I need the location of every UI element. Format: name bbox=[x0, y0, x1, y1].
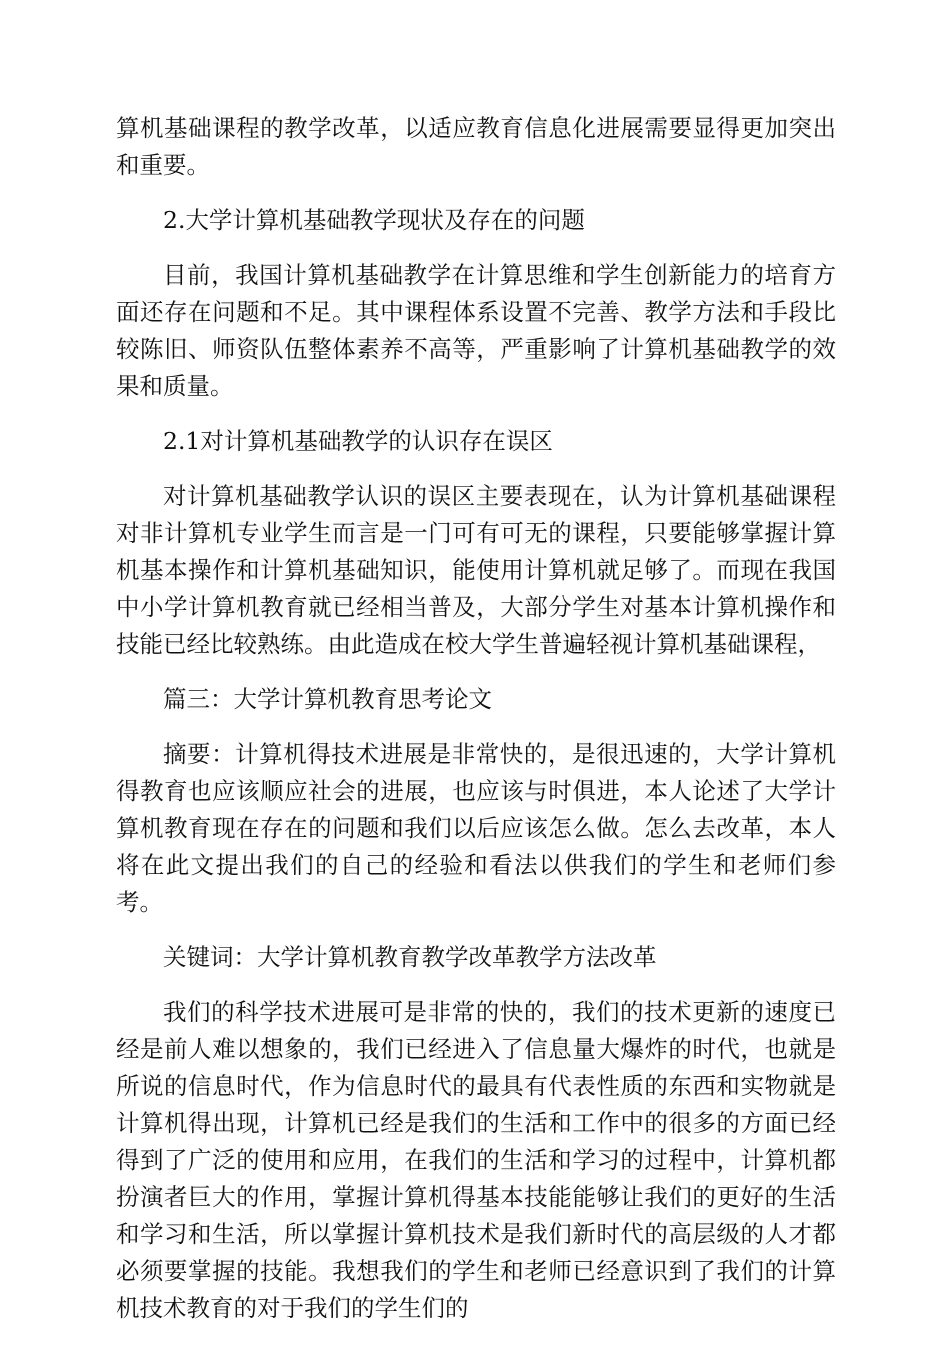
paragraph-misconception: 对计算机基础教学认识的误区主要表现在，认为计算机基础课程对非计算机专业学生而言是一门可有可无的课程，只要能够掌握计算机基本操作和计算机基础知识，能使用计算机就足够了。而现在我国中小学计算机教育就已经相当普及，大部分学生对基本计算机操作和技能已经比较熟练。由此造成在校大学生普遍轻视计算机基础课程， bbox=[116, 482, 836, 658]
keywords-line: 关键词：大学计算机教育教学改革教学方法改革 bbox=[163, 943, 657, 971]
paragraph-continuation: 算机基础课程的教学改革，以适应教育信息化进展需要显得更加突出和重要。 bbox=[116, 114, 836, 179]
section-heading-2: 2.大学计算机基础教学现状及存在的问题 bbox=[163, 206, 585, 234]
article-title-part-three: 篇三：大学计算机教育思考论文 bbox=[163, 685, 492, 713]
paragraph-teaching-status: 目前，我国计算机基础教学在计算思维和学生创新能力的培育方面还存在问题和不足。其中课程体系设置不完善、教学方法和手段比较陈旧、师资队伍整体素养不高等，严重影响了计算机基础教学的效果和质量。 bbox=[116, 261, 836, 400]
document-body bbox=[116, 110, 836, 1345]
paragraph-introduction: 我们的科学技术进展可是非常的快的，我们的技术更新的速度已经是前人难以想象的，我们已经进入了信息量大爆炸的时代，也就是所说的信息时代，作为信息时代的最具有代表性质的东西和实物就是计算机得出现，计算机已经是我们的生活和工作中的很多的方面已经得到了广泛的使用和应用，在我们的生活和学习的过程中，计算机都扮演者巨大的作用，掌握计算机得基本技能能够让我们的更好的生活和学习和生活，所以掌握计算机技术是我们新时代的高层级的人才都必须要掌握的技能。我想我们的学生和老师已经意识到了我们的计算机技术教育的对于我们的学生们的 bbox=[116, 998, 836, 1322]
paragraph-abstract: 摘要：计算机得技术进展是非常快的，是很迅速的，大学计算机得教育也应该顺应社会的进展，也应该与时俱进，本人论述了大学计算机教育现在存在的问题和我们以后应该怎么做。怎么去改革，本人将在此文提出我们的自己的经验和看法以供我们的学生和老师们参考。 bbox=[116, 740, 836, 916]
section-heading-2-1: 2.1对计算机基础教学的认识存在误区 bbox=[163, 427, 553, 455]
